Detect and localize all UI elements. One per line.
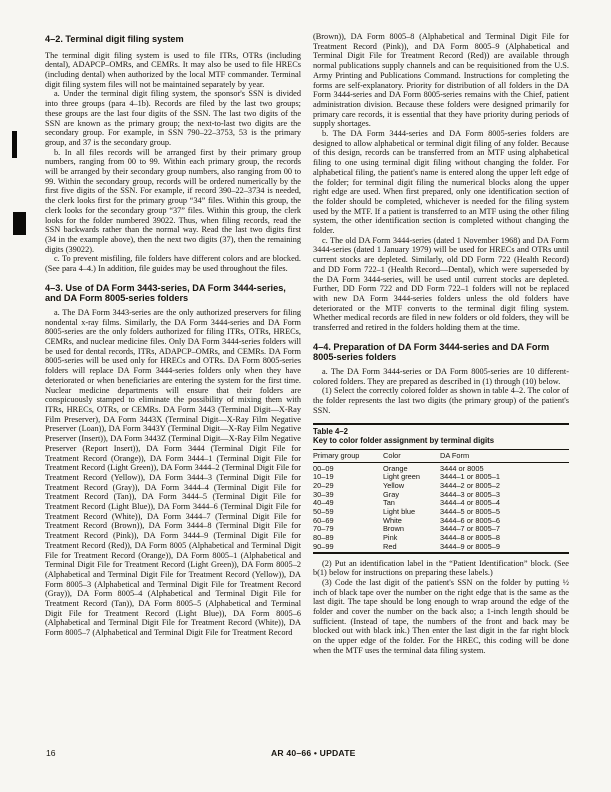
cell-primary-group: 30–39 bbox=[313, 489, 334, 499]
cell-color: Red bbox=[383, 541, 397, 551]
cell-primary-group: 80–89 bbox=[313, 533, 334, 543]
cell-primary-group: 40–49 bbox=[313, 498, 334, 508]
cell-primary-group: 10–19 bbox=[313, 472, 334, 482]
section-4-3-paragraph-c: c. The old DA Form 3444-series (dated 1 November 1968) and DA Form 3444-series (dated 1 January 1979) will be used for HRECs and OTRs until current stocks are depleted. Similarly, old DD Form 722 (Health Record) and DD Form 722–1 (Health Record—Dental), which were superseded by the DA Form 3444-series, will be used until current stocks are depleted. Further, DD Form 722 and DD Form 722–1 folders will not be replaced with new DA Form 3444-series folders unless the old folders have deteriorated or the MTF converts to the terminal digit filing system. Whether medical records are filed in new folders or old folders, they will be transferred and retired in the folders holding them at the time. bbox=[313, 235, 569, 333]
table-4-2 bbox=[313, 423, 569, 554]
cell-da-form: 3444–9 or 8005–9 bbox=[440, 541, 501, 551]
section-4-2-paragraph-a: a. Under the terminal digit filing system, the sponsor's SSN is divided into three groups (para 4–1b). Records are filed by the last two groups; these groups are the last four digits of the SSN. The last two digits of the SSN are known as the primary group; the next-to-last two digits are the secondary group. For example, in SSN 790–22–3753, 53 is the primary group, and 37 is the secondary group. bbox=[45, 89, 301, 147]
cell-primary-group: 20–29 bbox=[313, 480, 334, 490]
cell-color: White bbox=[383, 515, 402, 525]
page-number: 16 bbox=[46, 748, 56, 758]
cell-da-form: 3444–1 or 8005–1 bbox=[440, 472, 501, 482]
section-4-4-paragraph-2: (2) Put an identification label in the “Patient Identification” block. (See b(1) below for instructions on preparing these labels.) bbox=[313, 558, 569, 578]
cell-color: Yellow bbox=[383, 480, 405, 490]
cell-color: Pink bbox=[383, 533, 398, 543]
cell-da-form: 3444–4 or 8005–4 bbox=[440, 498, 501, 508]
cell-primary-group: 90–99 bbox=[313, 541, 334, 551]
color-folder-assignment-table bbox=[313, 449, 569, 554]
change-block-mark bbox=[13, 212, 26, 235]
cell-da-form: 3444 or 8005 bbox=[440, 463, 484, 473]
cell-primary-group: 50–59 bbox=[313, 507, 334, 517]
cell-da-form: 3444–8 or 8005–8 bbox=[440, 533, 501, 543]
section-4-4-paragraph-1: (1) Select the correctly colored folder as shown in table 4–2. The color of the folder represents the last two digits (the primary group) of the patient's SSN. bbox=[313, 386, 569, 415]
table-row bbox=[313, 543, 569, 553]
section-4-3-paragraph-a-continued: (Brown)), DA Form 8005–8 (Alphabetical and Terminal Digit File for Treatment Record (Pink)), and DA Form 8005–9 (Alphabetical and Terminal Digit File for Treatment Record (Red)) are available through normal publications supply channels and can be requisitioned from the U.S. Army Printing and Publications Command. Instructions for completing the forms are self-explanatory. Priority for distribution of all folders in the DA Form 3444-series and DA Form 8005-series remains with the Chief, patient administration division. Because these folders were designed primarily for primary care records, it is essential that they have priority during periods of supply shortages. bbox=[313, 32, 569, 129]
cell-color: Gray bbox=[383, 489, 400, 499]
section-4-2-intro-paragraph: The terminal digit filing system is used to file ITRs, OTRs (including dental), ADAPCP–OMRs, and CEMRs. It may also be used to file HRECs (including dental) when authorized by the local MTF commander. Terminal digit filing system files will not be maintained separately by year. bbox=[45, 50, 301, 89]
cell-color: Light green bbox=[383, 472, 420, 482]
left-column bbox=[45, 32, 301, 744]
cell-primary-group: 00–09 bbox=[313, 463, 334, 473]
cell-da-form: 3444–5 or 8005–5 bbox=[440, 507, 501, 517]
section-4-4-paragraph-a: a. The DA Form 3444-series or DA Form 8005-series are 10 different-colored folders. They are prepared as described in (1) through (10) below. bbox=[313, 366, 569, 386]
page-footer bbox=[0, 748, 611, 762]
cell-da-form: 3444–6 or 8005–6 bbox=[440, 515, 501, 525]
section-4-3-paragraph-a: a. The DA Form 3443-series are the only authorized preservers for filing nondental x-ray films. Similarly, the DA Form 3444-series and DA Form 8005-series are the only folders authorized for filing ITRs, OTRs, HRECs, CEMRs, and nuclear medicine files. Only DA Form 3444-series folders will be used for dental records, ITRs, ADAPCP–OMRs, and CEMRs. DA Form 8005-series will be used only for HRECs and OTRs. DA Form 8005-series folders will replace DA Form 3444-series folders only when they have deteriorated or when beneficiaries are entering the system for the first time. Nuclear medicine departments will ensure that their folders are conspicuously stamped to eliminate the possibility of mixing them with ITRs, HRECs, OTRs, or CEMRs. DA Form 3443 (Terminal Digit—X-Ray Film Preserver), DA Form 3443X (Terminal Digit—X-Ray Film Negative Preserver (Loan)), DA Form 3443Y (Terminal Digit—X-Ray Film Negative Preserver (Insert)), DA Form 3443Z (Terminal Digit—X-Ray Film Negative Preserver (Report Insert)), DA Form 3444 (Terminal Digit File for Treatment Record (Orange)), DA Form 3444–1 (Terminal Digit File for Treatment Record (Light Green)), DA Form 3444–2 (Terminal Digit File for Treatment Record (Yellow)), DA Form 3444–3 (Terminal Digit File for Treatment Record (Gray)), DA Form 3444–4 (Terminal Digit File for Treatment Record (Tan)), DA Form 3444–5 (Terminal Digit File for Treatment Record (Light Blue)), DA Form 3444–6 (Terminal Digit File for Treatment Record (White)), DA Form 3444–7 (Terminal Digit File for Treatment Record (Brown)), DA Form 3444–8 (Terminal Digit File for Treatment Record (Pink)), DA Form 3444–9 (Terminal Digit File for Treatment Record (Red)), DA Form 8005 (Alphabetical and Terminal Digit File for Treatment Record (Orange)), DA Form 8005–1 (Alphabetical and Terminal Digit File for Treatment Record (Light Green)), DA Form 8005–2 (Alphabetical and Terminal Digit File for Treatment Record (Yellow)), DA Form 8005–3 (Alphabetical and Terminal Digit File for Treatment Record (Gray)), DA Form 8005–4 (Alphabetical and Terminal Digit File for Treatment Record (Tan)), DA Form 8005–5 (Alphabetical and Terminal Digit File for Treatment Record (Light Blue)), DA Form 8005–6 (Alphabetical and Terminal Digit File for Treatment Record (White)), DA Form 8005–7 (Alphabetical and Terminal Digit File for Treatment Record bbox=[45, 307, 301, 638]
section-4-2-heading: 4–2. Terminal digit filing system bbox=[45, 34, 184, 44]
table-4-2-subtitle: Key to color folder assignment by terminal digits bbox=[313, 436, 495, 445]
column-header-color: Color bbox=[383, 449, 440, 462]
section-4-3-heading: 4–3. Use of DA Form 3443-series, DA Form 3444-series, and DA Form 8005-series folders bbox=[45, 282, 286, 304]
table-header-row bbox=[313, 449, 569, 462]
cell-da-form: 3444–3 or 8005–3 bbox=[440, 489, 501, 499]
table-4-2-title: Table 4–2 bbox=[313, 426, 348, 436]
column-header-da-form: DA Form bbox=[440, 449, 569, 462]
section-4-4-heading: 4–4. Preparation of DA Form 3444-series and DA Form 8005-series folders bbox=[313, 341, 550, 363]
column-header-primary-group: Primary group bbox=[313, 449, 383, 462]
section-4-2-paragraph-c: c. To prevent misfiling, file folders have different colors and are blocked. (See para 4–4.) In addition, file guides may be used throughout the files. bbox=[45, 254, 301, 274]
cell-color: Light blue bbox=[383, 507, 416, 517]
document-reference: AR 40–66 • UPDATE bbox=[271, 748, 356, 758]
cell-primary-group: 60–69 bbox=[313, 515, 334, 525]
cell-color: Tan bbox=[383, 498, 395, 508]
cell-da-form: 3444–2 or 8005–2 bbox=[440, 480, 501, 490]
two-column-text-area bbox=[45, 32, 569, 744]
section-4-2-paragraph-b: b. In all files records will be arranged first by their primary group numbers, ranging from 00 to 99. Within each primary group, the records will be arranged by their secondary group numbers, also ranging from 00 to 99. Within the secondary group, records will be ordered numerically by the first five digits of the SSN. For example, if record 390–22–3734 is needed, the clerk looks first for the primary group “34” files. Within this group, the clerk looks for the secondary group “37” files. Within this group, the clerk looks for the folder numbered 39022. Thus, when filing records, read the SSN backwards rather than the normal way. Read the last two digits first (34 in the example above), then the next two digits (37), then the remaining digits (39022). bbox=[45, 147, 301, 254]
cell-color: Brown bbox=[383, 524, 404, 534]
change-bar-mark bbox=[12, 131, 17, 158]
right-column bbox=[313, 32, 569, 744]
cell-primary-group: 70–79 bbox=[313, 524, 334, 534]
cell-da-form: 3444–7 or 8005–7 bbox=[440, 524, 501, 534]
cell-color: Orange bbox=[383, 463, 408, 473]
section-4-3-paragraph-b: b. The DA Form 3444-series and DA Form 8005-series folders are designed to allow alphabetical or terminal digit filing of any folder. Because of this design, records can be transferred from an MTF using alphabetical filing to one using terminal digit filing without changing the folder. For alphabetical filing, the patient's name is entered along the upper left edge of the folder; for terminal digit filing the numerical blocks along the upper right edge are used. When first prepared, only one identification section of the folder should be completed, whichever is needed for the filing system used by the MTF. If a patient is transferred to an MTF using the other filing system, the other identification section is completed without changing the folder. bbox=[313, 129, 569, 236]
section-4-4-paragraph-3: (3) Code the last digit of the patient's SSN on the folder by putting ½ inch of black tape over the number on the right edge that is the same as the last digit. The tape should be long enough to wrap around the edge of the folder and cover the number on the back also; a 1-inch length should be sufficient. (Instead of tape, the numbers of the front and back may be blocked out with black ink.) Then enter the last digit in the far right block on the upper edge of the folder. For the HREC, this coding will be done when the MTF uses the terminal data filing system. bbox=[313, 577, 569, 655]
